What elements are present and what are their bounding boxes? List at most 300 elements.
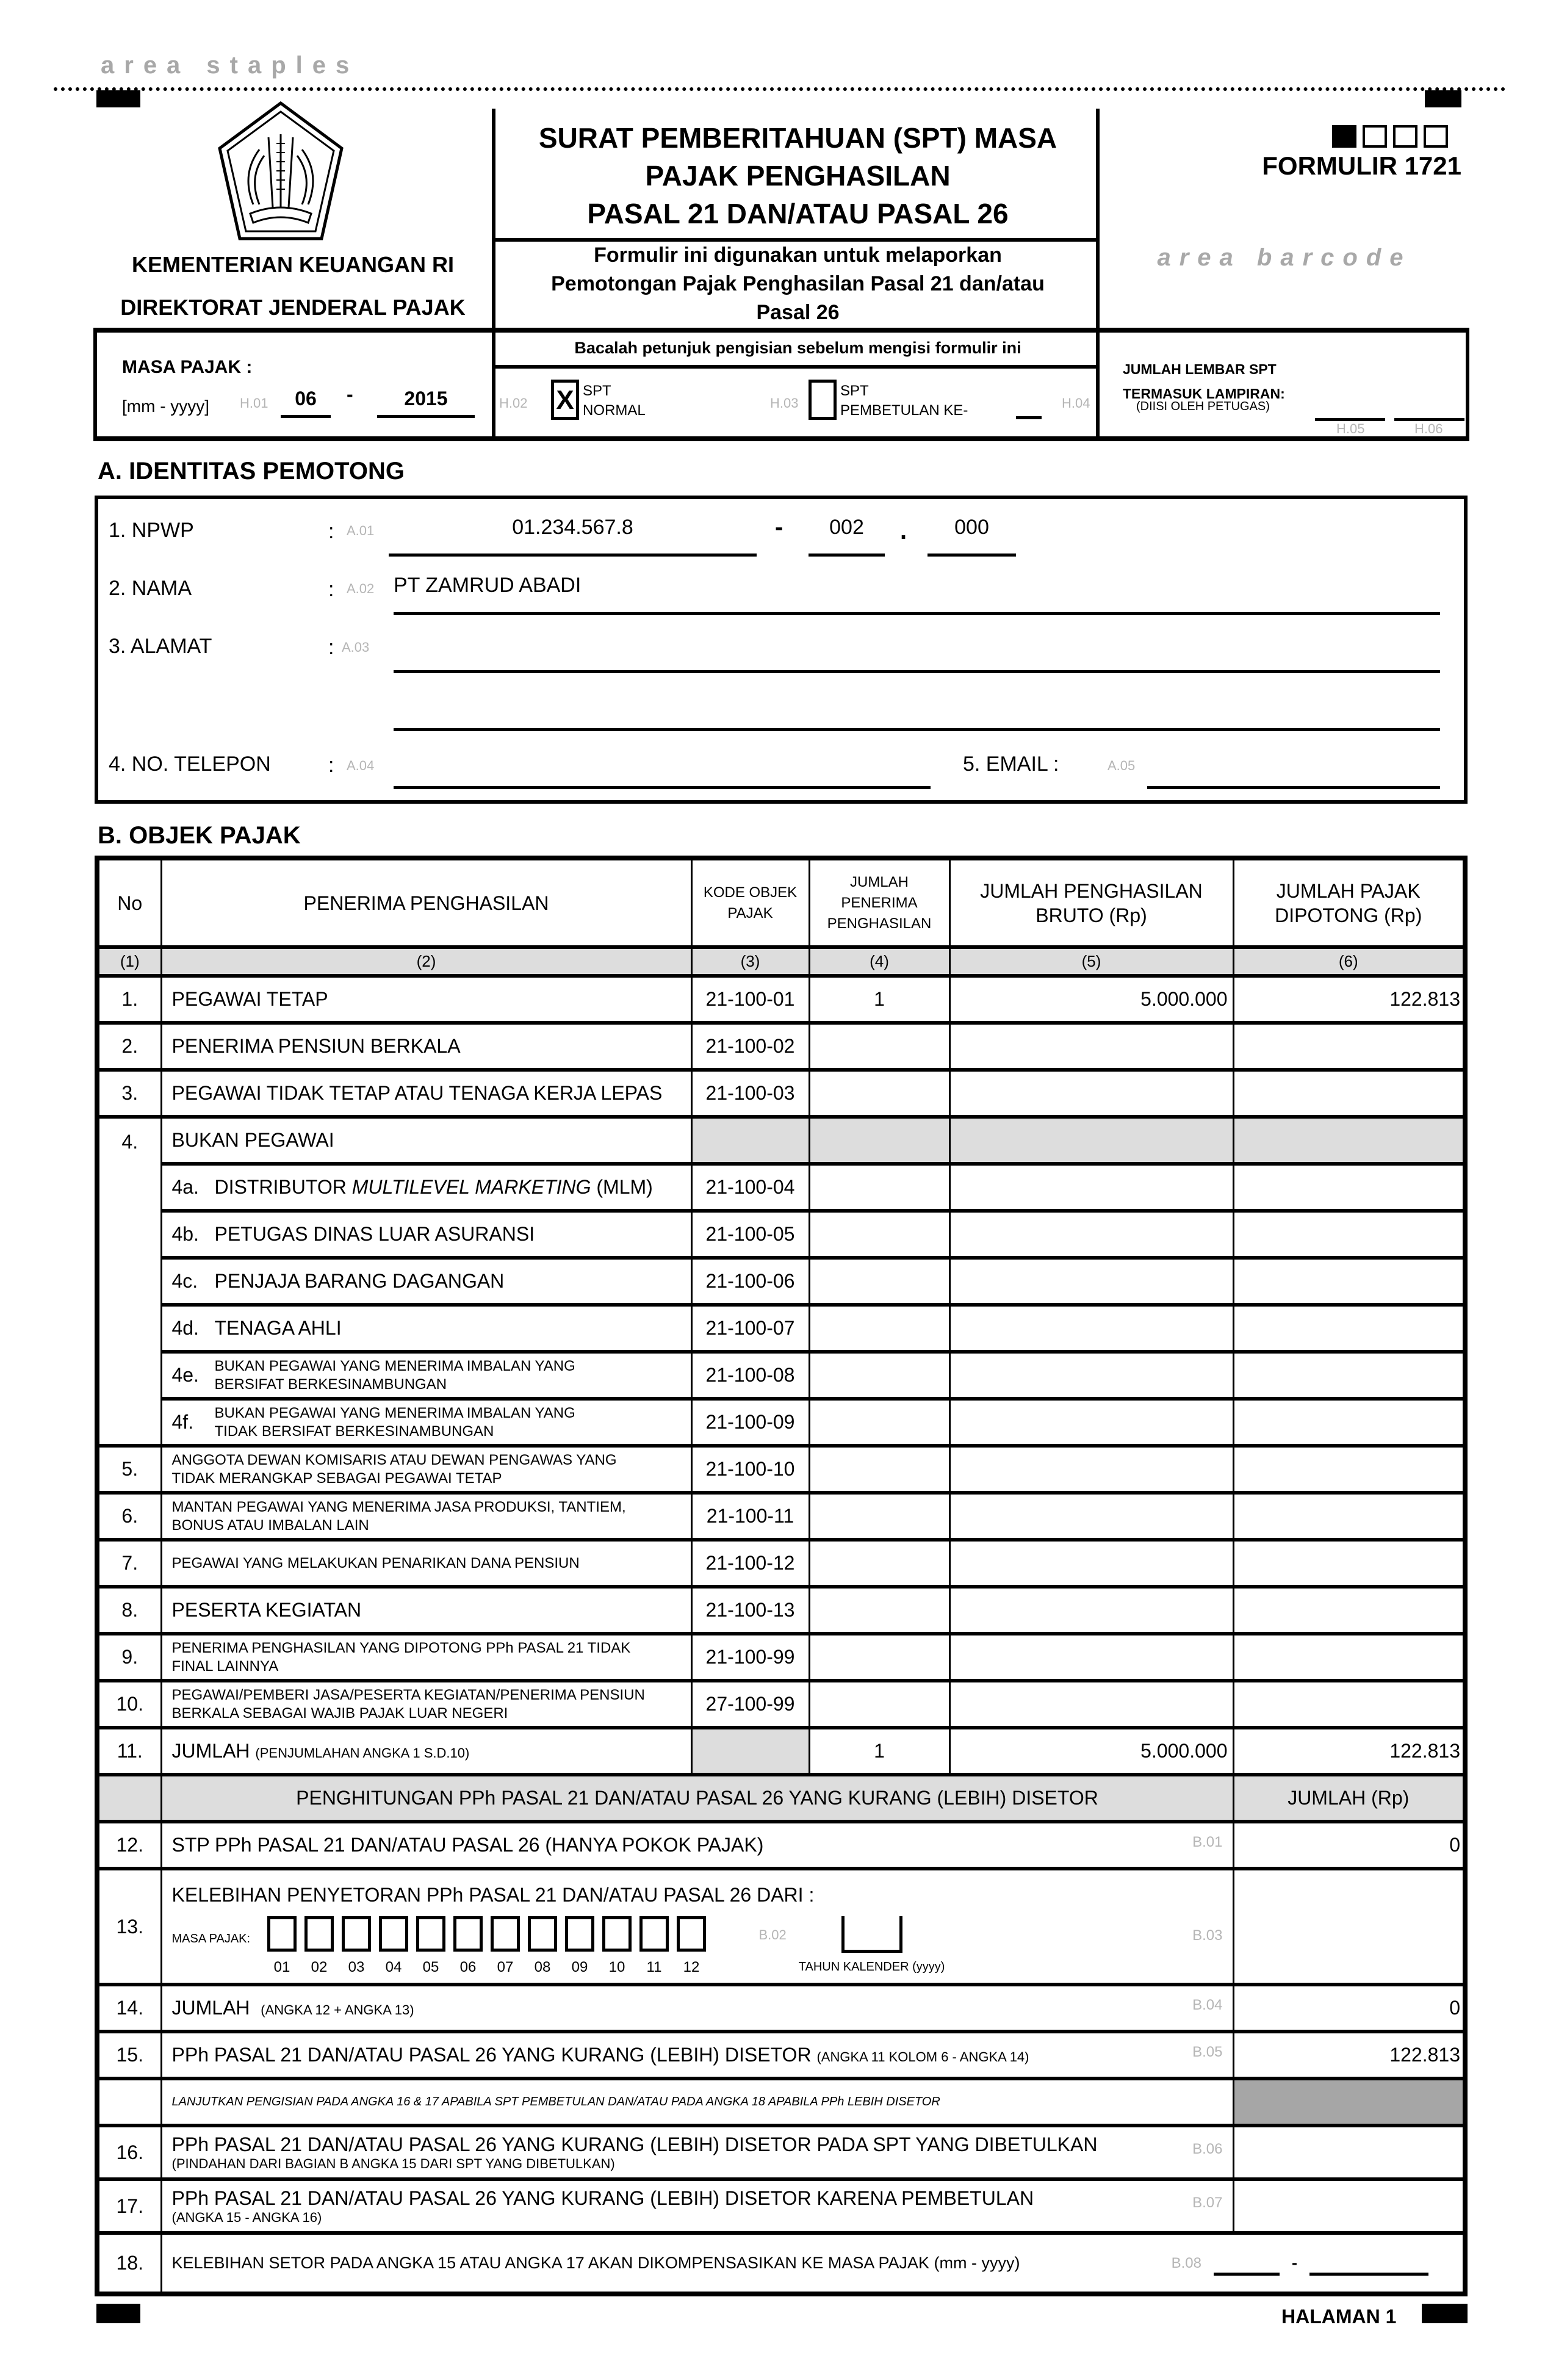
row-bruto-input[interactable] [949, 1305, 1233, 1352]
jumlah-lembar-input-1[interactable] [1315, 391, 1385, 421]
month-box-07 [487, 1916, 524, 1976]
continue-note-blank [97, 2079, 161, 2126]
row-count-input[interactable] [809, 1540, 949, 1587]
col-num-5: (5) [949, 947, 1233, 976]
row-no: 10. [97, 1681, 161, 1728]
col-num-6: (6) [1233, 947, 1465, 976]
row-desc-line2: BONUS ATAU IMBALAN LAIN [171, 1516, 369, 1534]
calc-row-13 [97, 1869, 1465, 1985]
row-bruto-input[interactable] [949, 1211, 1233, 1258]
title-line2: PAJAK PENGHASILAN [645, 160, 951, 192]
npwp-separator-dash: - [775, 514, 783, 541]
calc-row-desc [161, 1822, 1233, 1869]
subtitle-line1: Formulir ini digunakan untuk melaporkan [594, 243, 1002, 267]
table-row [97, 1023, 1465, 1070]
npwp-label: 1. NPWP [109, 519, 194, 542]
calc-row-no: 18. [97, 2233, 161, 2294]
row-count-input[interactable] [809, 1164, 949, 1211]
row-count-input[interactable] [809, 1681, 949, 1728]
total-count: 1 [809, 1728, 949, 1775]
alamat-label: 3. ALAMAT [109, 635, 212, 658]
ministry-name [92, 250, 494, 322]
masa-pajak-format: [mm - yyyy] [122, 397, 210, 416]
row-desc [161, 1258, 691, 1305]
field-code-a03: A.03 [342, 640, 370, 655]
month-checkbox[interactable] [565, 1916, 594, 1952]
row-bruto-input[interactable] [949, 1399, 1233, 1446]
table-row [97, 1164, 1465, 1211]
month-box-08 [524, 1916, 561, 1976]
nama-colon: : [328, 578, 334, 601]
calc-row-desc-line1: PPh PASAL 21 DAN/ATAU PASAL 26 YANG KURANG (LEBIH) DISETOR KARENA PEMBETULAN [171, 2187, 1034, 2209]
row-code: 21-100-02 [691, 1023, 809, 1070]
row-sub-no: 4f. [171, 1411, 194, 1433]
month-checkbox[interactable] [453, 1916, 483, 1952]
calc-row-note: (ANGKA 11 KOLOM 6 - ANGKA 14) [816, 2049, 1029, 2064]
kompensasi-month-input[interactable] [1214, 2251, 1280, 2276]
spt-pembetulan-label-line1: SPT [840, 383, 869, 399]
subtitle-line2: Pemotongan Pajak Penghasilan Pasal 21 dan/atau [551, 272, 1045, 295]
month-label: 02 [311, 1958, 328, 1975]
month-checkbox-group [264, 1916, 710, 1976]
total-pph: 122.813 [1233, 1728, 1465, 1775]
row-desc-line1: PENERIMA PENGHASILAN YANG DIPOTONG PPh PASAL 21 TIDAK [171, 1639, 631, 1656]
table-row [97, 1446, 1465, 1493]
calc-row-value-input[interactable] [1233, 2126, 1465, 2179]
table-row [97, 1634, 1465, 1681]
row-pph-input[interactable] [1233, 1352, 1465, 1399]
row-pph-input[interactable] [1233, 1540, 1465, 1587]
table-row [97, 1540, 1465, 1587]
calc-row-15 [97, 2032, 1465, 2079]
row-desc-line1: MANTAN PEGAWAI YANG MENERIMA JASA PRODUKSI, TANTIEM, [171, 1498, 626, 1515]
row-count-input[interactable] [809, 1211, 949, 1258]
header-thick-line [93, 328, 1469, 333]
row-count-input[interactable] [809, 1352, 949, 1399]
row-desc-line2: TIDAK BERSIFAT BERKESINAMBUNGAN [214, 1423, 494, 1440]
header-bottom-line [93, 436, 1469, 441]
calc-row-no: 13. [97, 1869, 161, 1985]
directorate-line: DIREKTORAT JENDERAL PAJAK [120, 295, 466, 320]
row-desc-text: TENAGA AHLI [214, 1317, 342, 1339]
calc-row-desc [161, 2032, 1233, 2079]
field-code-b07: B.07 [1192, 2194, 1223, 2211]
row-pph-disabled [1233, 1117, 1465, 1164]
calc-row-desc [161, 1985, 1233, 2032]
row-pph-input[interactable] [1233, 1023, 1465, 1070]
calc-row-desc [161, 2233, 1465, 2294]
alamat-input-line1[interactable] [394, 632, 1440, 673]
row-bruto-input[interactable] [949, 1023, 1233, 1070]
telepon-label: 4. NO. TELEPON [109, 752, 271, 776]
row-desc [161, 1681, 691, 1728]
table-row [97, 1117, 1465, 1164]
row-no: 7. [97, 1540, 161, 1587]
staples-area-label: area staples [101, 52, 359, 79]
row-code: 21-100-13 [691, 1587, 809, 1634]
row-pph-input[interactable] [1233, 1305, 1465, 1352]
table-row [97, 1587, 1465, 1634]
row-no: 2. [97, 1023, 161, 1070]
calc-row-value-input[interactable]: 0 [1233, 1822, 1465, 1869]
calc-row-label: JUMLAH [171, 1997, 250, 2019]
masa-pajak-sub-label: MASA PAJAK: [171, 1931, 251, 1945]
month-box-04 [375, 1916, 412, 1976]
month-box-12 [673, 1916, 710, 1976]
row-pph-input[interactable] [1233, 1258, 1465, 1305]
table-row [97, 1352, 1465, 1399]
row-bruto-input[interactable] [949, 1352, 1233, 1399]
row-desc-line2: BERSIFAT BERKESINAMBUNGAN [214, 1376, 447, 1393]
field-code-h04: H.04 [1062, 395, 1090, 411]
calc-row-value-input[interactable] [1233, 2179, 1465, 2233]
row-desc [161, 1446, 691, 1493]
field-code-a05: A.05 [1108, 758, 1136, 773]
calc-row-no: 14. [97, 1985, 161, 2032]
row-bruto-input[interactable]: 5.000.000 [949, 976, 1233, 1023]
calc-row-no: 12. [97, 1822, 161, 1869]
row-sub-no: 4d. [171, 1317, 199, 1339]
section-b-title: B. OBJEK PAJAK [98, 822, 301, 849]
month-label: 08 [534, 1958, 551, 1975]
row-bruto-input[interactable] [949, 1258, 1233, 1305]
row-code: 21-100-04 [691, 1164, 809, 1211]
table-row [97, 976, 1465, 1023]
month-checkbox[interactable] [342, 1916, 371, 1952]
row-desc-line2: FINAL LAINNYA [171, 1657, 279, 1675]
field-code-b06: B.06 [1192, 2140, 1223, 2157]
calc-row-17 [97, 2179, 1465, 2233]
calc-row-desc [161, 2179, 1233, 2233]
jumlah-lembar-line1: JUMLAH LEMBAR SPT [1123, 361, 1277, 377]
row-sub-no: 4e. [171, 1364, 199, 1386]
row-pph-input[interactable] [1233, 1587, 1465, 1634]
row-desc: PEGAWAI TETAP [161, 976, 691, 1023]
masa-pajak-year-input[interactable]: 2015 [377, 388, 475, 418]
row-code: 21-100-07 [691, 1305, 809, 1352]
row-desc: BUKAN PEGAWAI [161, 1117, 691, 1164]
col-header-no: No [97, 858, 161, 947]
row-no: 1. [97, 976, 161, 1023]
col-header-kode: KODE OBJEK PAJAK [691, 858, 809, 947]
table-row [97, 1070, 1465, 1117]
row-code: 21-100-03 [691, 1070, 809, 1117]
row-no: 9. [97, 1634, 161, 1681]
table-row [97, 1305, 1465, 1352]
calc-header-title: PENGHITUNGAN PPh PASAL 21 DAN/ATAU PASAL 26 YANG KURANG (LEBIH) DISETOR [161, 1775, 1233, 1822]
total-no: 11. [97, 1728, 161, 1775]
row-count-input[interactable] [809, 1023, 949, 1070]
calc-row-value: 122.813 [1233, 2032, 1465, 2079]
ministry-line1: KEMENTERIAN KEUANGAN RI [131, 252, 454, 277]
page-indicator-filled [1332, 125, 1356, 148]
row-pph-input[interactable] [1233, 1164, 1465, 1211]
row-bruto-input[interactable] [949, 1634, 1233, 1681]
calc-row-desc-text: STP PPh PASAL 21 DAN/ATAU PASAL 26 (HANYA POKOK PAJAK) [171, 1834, 764, 1856]
alignment-marker-bottom-left [96, 2304, 140, 2323]
month-checkbox[interactable] [491, 1916, 520, 1952]
calc-row-desc-text: KELEBIHAN SETOR PADA ANGKA 15 ATAU ANGKA 17 AKAN DIKOMPENSASIKAN KE MASA PAJAK (mm - yyyy) [171, 2254, 1020, 2272]
row-bruto-input[interactable] [949, 1070, 1233, 1117]
row-desc-line1: BUKAN PEGAWAI YANG MENERIMA IMBALAN YANG [214, 1404, 575, 1421]
spt-pembetulan-checkbox[interactable] [809, 380, 837, 420]
calc-row-note: (ANGKA 12 + ANGKA 13) [261, 2002, 414, 2018]
row-desc-text: PENJAJA BARANG DAGANGAN [214, 1270, 505, 1292]
alignment-marker-top-right [1425, 90, 1461, 107]
row-desc [161, 1211, 691, 1258]
row-desc-post: (MLM) [591, 1176, 653, 1198]
row-pph-input[interactable] [1233, 1399, 1465, 1446]
row-bruto-input[interactable] [949, 1587, 1233, 1634]
calc-row-18 [97, 2233, 1465, 2294]
month-checkbox[interactable] [304, 1916, 334, 1952]
page-indicator-empty [1393, 125, 1417, 148]
title-line3: PASAL 21 DAN/ATAU PASAL 26 [587, 198, 1009, 229]
tahun-kalender-input[interactable] [841, 1916, 902, 1953]
row-bruto-input[interactable] [949, 1681, 1233, 1728]
alamat-input-line2[interactable] [394, 690, 1440, 731]
month-checkbox[interactable] [416, 1916, 445, 1952]
total-label: JUMLAH [171, 1740, 250, 1762]
row-count-input[interactable] [809, 1446, 949, 1493]
month-checkbox[interactable] [677, 1916, 706, 1952]
row-bruto-input[interactable] [949, 1493, 1233, 1540]
field-code-a02: A.02 [347, 581, 375, 596]
table-row [97, 1399, 1465, 1446]
row-pph-input[interactable]: 122.813 [1233, 976, 1465, 1023]
page-number: HALAMAN 1 [1281, 2306, 1397, 2328]
row-code: 27-100-99 [691, 1681, 809, 1728]
field-code-a04: A.04 [347, 758, 375, 773]
calc-row-no: 17. [97, 2179, 161, 2233]
total-code-disabled [691, 1728, 809, 1775]
calc-row-value: 0 [1233, 1985, 1465, 2032]
calc-row-12 [97, 1822, 1465, 1869]
col-num-2: (2) [161, 947, 691, 976]
form-description [497, 241, 1098, 327]
npwp-part3-input[interactable]: 000 [927, 516, 1016, 557]
row-desc [161, 1399, 691, 1446]
form-number: FORMULIR 1721 [1262, 151, 1461, 180]
row-count-input[interactable] [809, 1634, 949, 1681]
month-checkbox[interactable] [528, 1916, 557, 1952]
spt-pembetulan-label [840, 381, 968, 420]
jumlah-lembar-input-2[interactable] [1394, 391, 1464, 421]
row-desc-pre: DISTRIBUTOR [214, 1176, 352, 1198]
month-box-05 [412, 1916, 450, 1976]
alignment-marker-bottom-right [1422, 2304, 1468, 2323]
row-count-input[interactable] [809, 1493, 949, 1540]
month-checkbox[interactable] [379, 1916, 408, 1952]
row-count-input[interactable]: 1 [809, 976, 949, 1023]
row-pph-input[interactable] [1233, 1446, 1465, 1493]
row-no: 5. [97, 1446, 161, 1493]
month-checkbox[interactable] [639, 1916, 669, 1952]
field-code-b03: B.03 [1192, 1927, 1223, 1944]
calc-row-no: 15. [97, 2032, 161, 2079]
kompensasi-year-input[interactable] [1309, 2251, 1428, 2276]
jumlah-lembar-label [1123, 357, 1285, 406]
row-desc-line1: PEGAWAI/PEMBERI JASA/PESERTA KEGIATAN/PENERIMA PENSIUN [171, 1686, 645, 1703]
calc-header-amount: JUMLAH (Rp) [1233, 1775, 1465, 1822]
row-desc [161, 1164, 691, 1211]
spt-normal-label-line1: SPT [583, 383, 611, 399]
row-count-input[interactable] [809, 1587, 949, 1634]
telepon-colon: : [328, 754, 334, 777]
row-count-disabled [809, 1117, 949, 1164]
row-desc-italic: MULTILEVEL MARKETING [351, 1176, 591, 1198]
col-num-1: (1) [97, 947, 161, 976]
calc-row-no: 16. [97, 2126, 161, 2179]
month-checkbox[interactable] [267, 1916, 297, 1952]
row-desc [161, 1352, 691, 1399]
month-box-10 [599, 1916, 636, 1976]
diisi-petugas-note: (DIISI OLEH PETUGAS) [1136, 400, 1270, 413]
row-desc-line1: ANGGOTA DEWAN KOMISARIS ATAU DEWAN PENGAWAS YANG [171, 1451, 617, 1468]
instruction-text: Bacalah petunjuk pengisian sebelum mengisi formulir ini [574, 339, 1021, 357]
row-desc: PENERIMA PENSIUN BERKALA [161, 1023, 691, 1070]
total-note: (PENJUMLAHAN ANGKA 1 S.D.10) [255, 1745, 470, 1761]
field-code-a01: A.01 [347, 523, 375, 538]
continue-note-disabled-cell [1233, 2079, 1465, 2126]
month-label: 05 [422, 1958, 439, 1975]
npwp-part1-input[interactable]: 01.234.567.8 [389, 516, 757, 557]
row-count-input[interactable] [809, 1258, 949, 1305]
total-row [97, 1728, 1465, 1775]
subtitle-line3: Pasal 26 [756, 301, 840, 324]
calc-row-16 [97, 2126, 1465, 2179]
row-bruto-disabled [949, 1117, 1233, 1164]
month-box-01 [264, 1916, 301, 1976]
field-code-h03: H.03 [770, 395, 799, 411]
masa-pajak-month-input[interactable]: 06 [281, 388, 331, 418]
month-checkbox[interactable] [602, 1916, 632, 1952]
field-code-h01: H.01 [240, 395, 268, 411]
header-left-border [93, 328, 97, 441]
page-indicator-empty [1363, 125, 1387, 148]
alignment-marker-top-left [96, 90, 140, 107]
row-code: 21-100-06 [691, 1258, 809, 1305]
row-desc-line1: BUKAN PEGAWAI YANG MENERIMA IMBALAN YANG [214, 1357, 575, 1374]
row-desc: PESERTA KEGIATAN [161, 1587, 691, 1634]
calc-row-value-input[interactable] [1233, 1869, 1465, 1985]
calc-row-desc [161, 2126, 1233, 2179]
calc-row-desc [161, 1869, 1233, 1985]
header-right-border [1466, 328, 1469, 441]
month-label: 04 [385, 1958, 402, 1975]
masa-pajak-separator: - [347, 383, 353, 405]
row-count-input[interactable] [809, 1070, 949, 1117]
row-pph-input[interactable] [1233, 1070, 1465, 1117]
calc-row-desc-line2: (ANGKA 15 - ANGKA 16) [171, 2209, 322, 2225]
telepon-input[interactable] [394, 748, 931, 789]
calc-row-desc-text: KELEBIHAN PENYETORAN PPh PASAL 21 DAN/ATAU PASAL 26 DARI : [171, 1883, 815, 1906]
email-input[interactable] [1147, 748, 1440, 789]
row-code: 21-100-05 [691, 1211, 809, 1258]
row-code [691, 1117, 809, 1164]
row-code: 21-100-99 [691, 1634, 809, 1681]
section-a-title: A. IDENTITAS PEMOTONG [98, 458, 405, 485]
month-label: 11 [646, 1958, 662, 1975]
table-row [97, 1211, 1465, 1258]
field-code-h02: H.02 [499, 395, 528, 411]
row-bruto-input[interactable] [949, 1540, 1233, 1587]
row-pph-input[interactable] [1233, 1634, 1465, 1681]
col-header-pph: JUMLAH PAJAK DIPOTONG (Rp) [1233, 858, 1465, 947]
row-code: 21-100-08 [691, 1352, 809, 1399]
row-bruto-input[interactable] [949, 1446, 1233, 1493]
field-code-b02: B.02 [758, 1927, 787, 1942]
row-pph-input[interactable] [1233, 1493, 1465, 1540]
col-header-penerima: PENERIMA PENGHASILAN [161, 858, 691, 947]
field-code-b08: B.08 [1171, 2254, 1201, 2271]
row-sub-no: 4a. [171, 1176, 199, 1198]
calc-row-desc-line2: (PINDAHAN DARI BAGIAN B ANGKA 15 DARI SPT YANG DIBETULKAN) [171, 2155, 615, 2171]
calc-row-desc-line1: PPh PASAL 21 DAN/ATAU PASAL 26 YANG KURANG (LEBIH) DISETOR PADA SPT YANG DIBETULKAN [171, 2133, 1098, 2155]
row-code: 21-100-12 [691, 1540, 809, 1587]
row-code: 21-100-11 [691, 1493, 809, 1540]
pembetulan-number-input[interactable] [1016, 394, 1042, 419]
tahun-kalender-label: TAHUN KALENDER (yyyy) [798, 1960, 945, 1974]
field-code-b01: B.01 [1192, 1834, 1223, 1850]
row-pph-input[interactable] [1233, 1681, 1465, 1728]
table-row [97, 1681, 1465, 1728]
row-desc-line2: BERKALA SEBAGAI WAJIB PAJAK LUAR NEGERI [171, 1704, 508, 1722]
row-count-input[interactable] [809, 1305, 949, 1352]
col-header-bruto: JUMLAH PENGHASILAN BRUTO (Rp) [949, 858, 1233, 947]
field-code-h06: H.06 [1414, 421, 1443, 436]
continue-note: LANJUTKAN PENGISIAN PADA ANGKA 16 & 17 APABILA SPT PEMBETULAN DAN/ATAU PADA ANGKA 18 APABILA PPh LEBIH DISETOR [161, 2079, 1233, 2126]
table-header-row [97, 858, 1465, 947]
row-sub-no: 4c. [171, 1270, 198, 1292]
form-page-indicator [1332, 125, 1454, 148]
row-no: 6. [97, 1493, 161, 1540]
row-code: 21-100-09 [691, 1399, 809, 1446]
row-desc [161, 1305, 691, 1352]
row-desc-text: PETUGAS DINAS LUAR ASURANSI [214, 1223, 535, 1245]
month-label: 06 [459, 1958, 477, 1975]
field-code-b04: B.04 [1192, 1997, 1223, 2013]
form-title [497, 119, 1098, 233]
month-box-06 [450, 1916, 487, 1976]
col-num-3: (3) [691, 947, 809, 976]
row-pph-input[interactable] [1233, 1211, 1465, 1258]
alamat-colon: : [328, 636, 334, 659]
month-label: 03 [348, 1958, 365, 1975]
nama-input[interactable]: PT ZAMRUD ABADI [394, 574, 1440, 615]
row-code: 21-100-10 [691, 1446, 809, 1493]
spt-normal-checkbox[interactable]: X [551, 380, 579, 420]
month-box-02 [301, 1916, 338, 1976]
row-sub-no: 4b. [171, 1223, 199, 1245]
month-label: 09 [571, 1958, 588, 1975]
row-bruto-input[interactable] [949, 1164, 1233, 1211]
month-label: 10 [608, 1958, 625, 1975]
instruction-divider [492, 365, 1098, 369]
masa-pajak-label: MASA PAJAK : [122, 357, 253, 377]
table-row [97, 1493, 1465, 1540]
col-num-4: (4) [809, 947, 949, 976]
ministry-logo [217, 101, 345, 241]
spt-normal-label-line2: NORMAL [583, 402, 646, 419]
row-desc-line2: TIDAK MERANGKAP SEBAGAI PEGAWAI TETAP [171, 1469, 502, 1487]
continue-note-row [97, 2079, 1465, 2126]
nama-label: 2. NAMA [109, 577, 192, 600]
npwp-part2-input[interactable]: 002 [809, 516, 885, 557]
spt-pembetulan-label-line2: PEMBETULAN KE- [840, 402, 968, 419]
row-count-input[interactable] [809, 1399, 949, 1446]
kompensasi-separator: - [1292, 2254, 1297, 2272]
